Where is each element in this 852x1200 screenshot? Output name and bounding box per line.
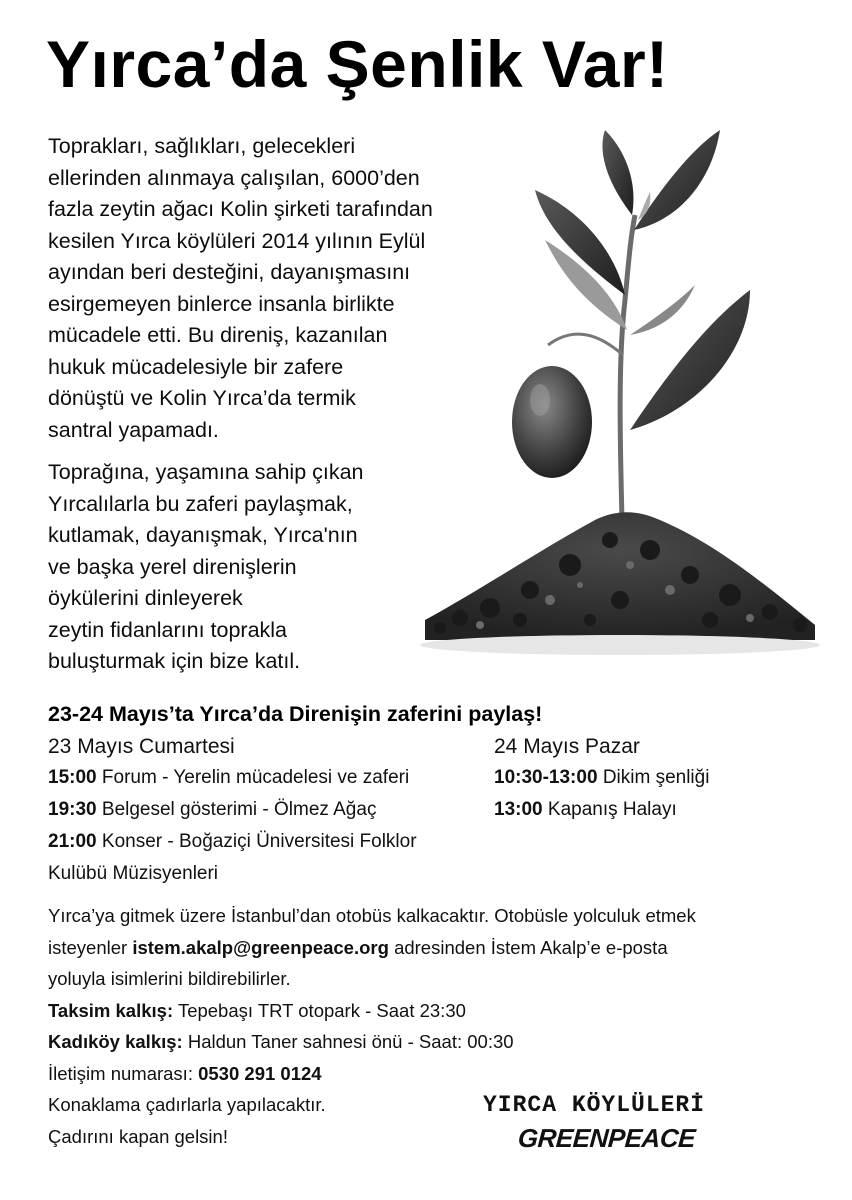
- call-line: Toprağına, yaşamına sahip çıkan: [48, 460, 364, 484]
- call-line: zeytin fidanlarını toprakla: [48, 617, 288, 642]
- event-time: 21:00: [48, 831, 97, 852]
- leaf: [634, 130, 720, 230]
- bus-text: isteyenler: [48, 936, 128, 958]
- branch: [548, 334, 623, 355]
- schedule-continuation: Kulübü Müzisyenleri: [48, 863, 219, 884]
- tent-note: Çadırını kapan gelsin!: [48, 1125, 228, 1147]
- call-line: buluşturmak için bize katıl.: [48, 649, 301, 673]
- event-text: Kapanış Halayı: [547, 799, 677, 820]
- event-text: Belgesel gösterimi - Ölmez Ağaç: [101, 799, 377, 820]
- intro-line: Toprakları, sağlıkları, gelecekleri: [48, 134, 356, 158]
- lodging-note: Konaklama çadırlarla yapılacaktır.: [48, 1094, 326, 1115]
- saturday-label: 23 Mayıs Cumartesi: [48, 735, 235, 758]
- olive-fruit: [512, 366, 592, 478]
- intro-line: esirgemeyen binlerce insanla birlikte: [48, 291, 395, 316]
- schedule-item: [48, 794, 376, 826]
- event-time: 19:30: [48, 799, 97, 820]
- sunday-label: 24 Mayıs Pazar: [494, 735, 640, 758]
- intro-line: santral yapamadı.: [48, 417, 219, 442]
- departure-label: Taksim kalkış:: [48, 999, 174, 1021]
- event-headline: 23-24 Mayıs’ta Yırca’da Direnişin zaferini paylaş!: [48, 702, 543, 726]
- event-time: 13:00: [494, 799, 543, 820]
- bus-line: [48, 932, 818, 964]
- bus-line: Yırca’ya gitmek üzere İstanbul’dan otobüs kalkacaktır. Otobüsle yolculuk etmek: [48, 905, 696, 926]
- call-line: Yırcalılarla bu zaferi paylaşmak,: [48, 491, 353, 516]
- stem: [620, 215, 635, 520]
- event-time: 10:30-13:00: [494, 767, 598, 788]
- olive-seedling-illustration: [420, 120, 820, 690]
- schedule-item: [494, 794, 677, 826]
- event-text: Dikim şenliği: [602, 767, 710, 788]
- departure-kadikoy: [48, 1026, 818, 1058]
- departure-label: Kadıköy kalkış:: [48, 1031, 183, 1052]
- contact-number: 0530 291 0124: [198, 1062, 322, 1084]
- intro-line: fazla zeytin ağacı Kolin şirketi tarafından: [48, 197, 433, 221]
- departure-text: Tepebaşı TRT otopark - Saat 23:30: [177, 999, 466, 1021]
- intro-line: mücadele etti. Bu direniş, kazanılan: [48, 323, 388, 347]
- soil-mound: [425, 512, 815, 640]
- schedule-item: [48, 826, 417, 858]
- call-line: kutlamak, dayanışmak, Yırca'nın: [48, 523, 358, 547]
- call-line: öykülerini dinleyerek: [48, 586, 243, 610]
- intro-line: hukuk mücadelesiyle bir zafere: [48, 354, 344, 379]
- departure-taksim: [48, 995, 818, 1027]
- intro-line: ellerinden alınmaya çalışılan, 6000’den: [48, 165, 420, 190]
- intro-line: dönüştü ve Kolin Yırca’da termik: [48, 386, 356, 410]
- schedule-item: [494, 762, 709, 794]
- leaf: [630, 285, 695, 335]
- greenpeace-logo: GREENPEACE: [516, 1123, 697, 1153]
- departure-text: Haldun Taner sahnesi önü - Saat: 00:30: [187, 1031, 514, 1052]
- contact-email-link[interactable]: istem.akalp@greenpeace.org: [132, 936, 389, 958]
- bus-text: adresinden İstem Akalp’e e-posta: [394, 936, 668, 958]
- event-time: 15:00: [48, 767, 97, 788]
- leaf: [602, 130, 633, 215]
- call-line: ve başka yerel direnişlerin: [48, 554, 297, 579]
- poster-title: Yırca’da Şenlik Var!: [46, 27, 669, 101]
- intro-line: kesilen Yırca köylüleri 2014 yılının Eylül: [48, 228, 426, 253]
- contact-line: [48, 1058, 818, 1090]
- event-text: Konser - Boğaziçi Üniversitesi Folklor: [101, 831, 417, 852]
- event-text: Forum - Yerelin mücadelesi ve zaferi: [101, 767, 410, 788]
- bus-line: yoluyla isimlerini bildirebilirler.: [48, 968, 291, 989]
- villagers-signature: YIRCA KÖYLÜLERİ: [483, 1092, 706, 1118]
- contact-label: İletişim numarası:: [48, 1062, 193, 1084]
- schedule-item: [48, 762, 409, 794]
- intro-line: ayından beri desteğini, dayanışmasını: [48, 260, 411, 284]
- leaf: [630, 290, 750, 430]
